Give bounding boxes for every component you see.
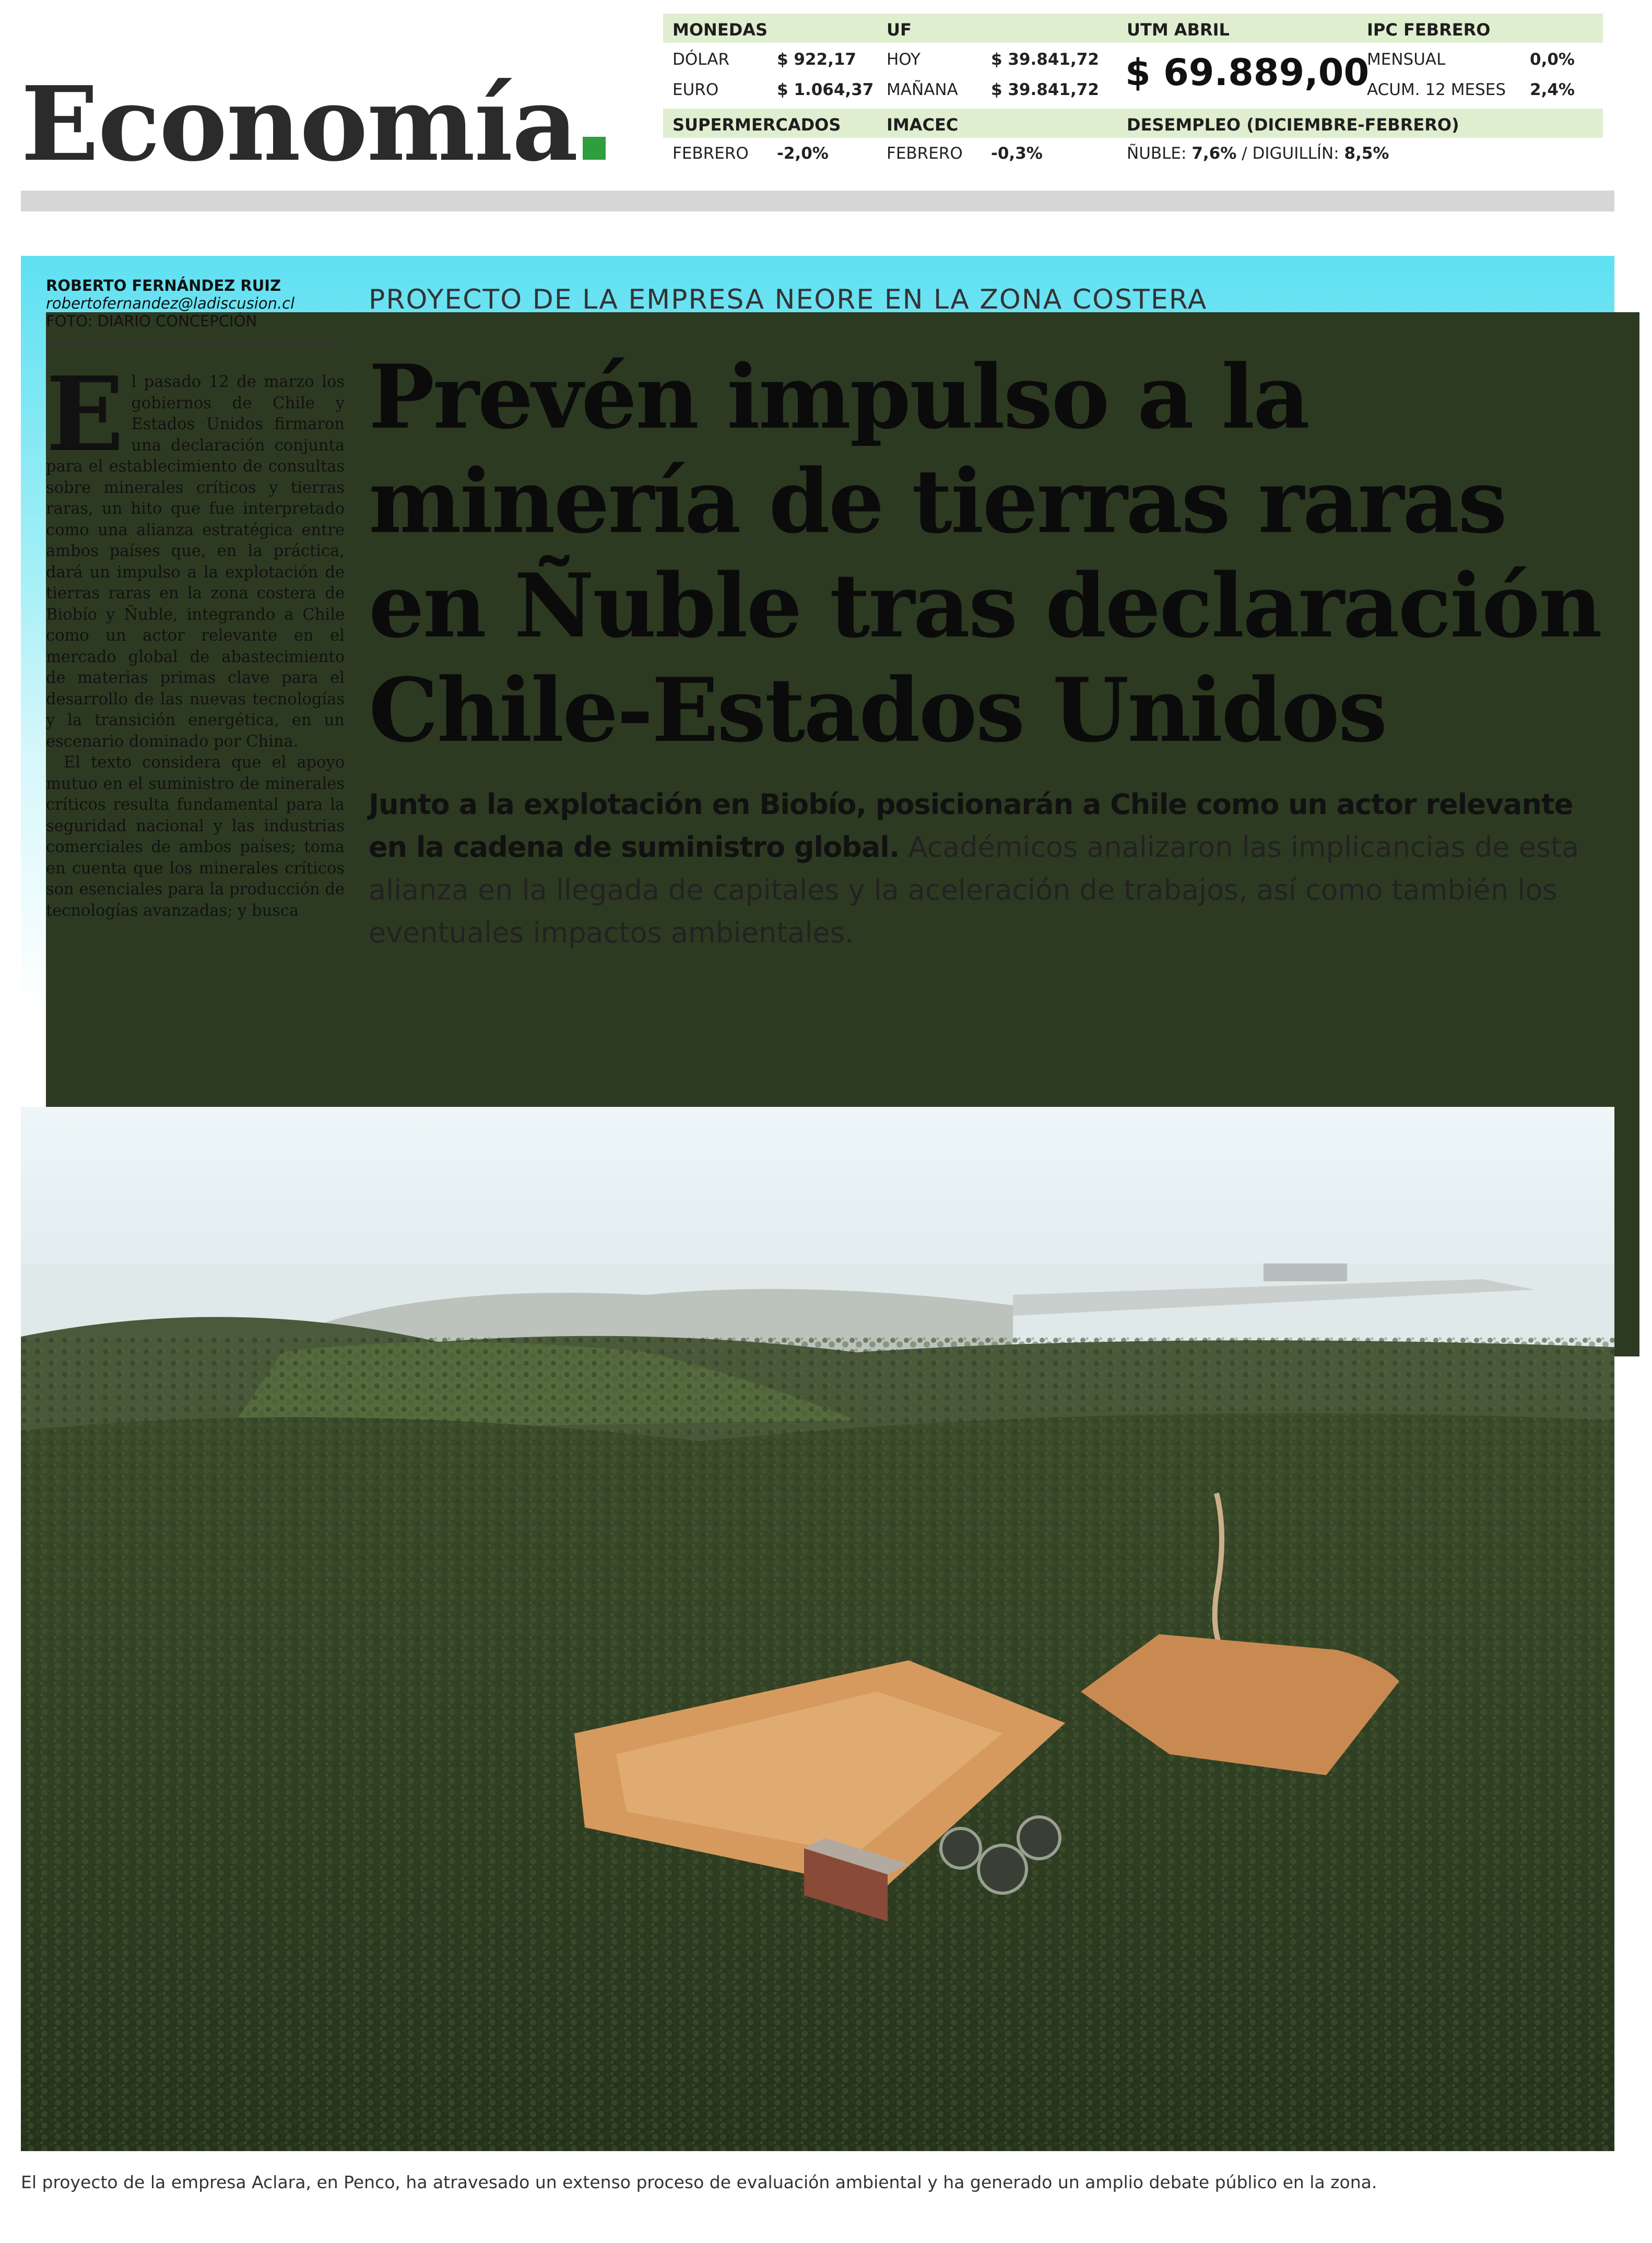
indicators-row-3 [663,144,1603,170]
aerial-photo [21,1107,1614,2151]
desempleo-line [1127,144,1389,163]
imacec-label: FEBRERO [887,144,963,163]
imacec-header: IMACEC [887,115,959,135]
ipc-acum-label: ACUM. 12 MESES [1367,80,1506,99]
desempleo-separator: / [1242,144,1247,163]
section-title [21,64,606,184]
drop-cap: E [46,355,124,475]
author-name: ROBERTO FERNÁNDEZ RUIZ [46,277,281,294]
dolar-label: DÓLAR [672,50,729,69]
desempleo-nuble-value: 7,6% [1191,144,1237,163]
desempleo-diguillin-value: 8,5% [1344,144,1389,163]
byline-divider [46,344,344,345]
dolar-value: $ 922,17 [777,50,856,69]
ipc-header: IPC FEBRERO [1367,20,1491,40]
body-paragraph-2: El texto considera que el apoyo mutuo en el suministro de minerales críticos resulta fundamental para la seguridad nacional y las industrias comerciales de ambos países; toma en cuenta que los minerales críticos son esenciales para la producción de tecnologías avanzadas; y busca [46,753,345,920]
desempleo-nuble-label: ÑUBLE: [1127,144,1187,163]
aerial-photo-illustration [21,1107,1614,2151]
section-title-text: Economía [21,64,577,184]
imacec-value: -0,3% [991,144,1043,163]
economic-indicators-panel [663,14,1603,170]
indicators-header-row-2 [663,109,1603,138]
dek-rest: Académicos analizaron las implicancias de esta alianza en la llegada de capitales y la aceleración de trabajos, así como también los eventuales impactos ambientales. [369,831,1579,949]
section-title-dot [583,137,606,160]
article-body [46,355,345,922]
dek [369,783,1580,954]
supermercados-header: SUPERMERCADOS [672,115,841,135]
uf-manana-label: MAÑANA [887,80,958,99]
ipc-mensual-value: 0,0% [1530,50,1575,69]
author-email: robertofernandez@ladiscusion.cl [46,294,295,312]
utm-value: $ 69.889,00 [1125,51,1370,94]
supermercados-value: -2,0% [777,144,829,163]
body-paragraph-1-text: l pasado 12 de marzo los gobiernos de Chile y Estados Unidos firmaron una declaración conjunta para el establecimiento de consultas sobre minerales críticos y tierras raras, un hito que fue interpretado como una alianza estratégica entre ambos países que, en la práctica, dará un impulso a la explotación de tierras raras en la zona costera de Biobío y Ñuble, integrando a Chile como un actor relevante en el mercado global de abastecimiento de materias primas clave para el desarrollo de las nuevas tecnologías y la transición energética, en un escenario dominado por China. [46,373,345,751]
uf-hoy-label: HOY [887,50,921,69]
headline-line-1: Prevén impulso a la [369,345,1309,448]
headline [369,345,1616,762]
utm-header: UTM ABRIL [1127,20,1230,40]
supermercados-label: FEBRERO [672,144,749,163]
ipc-acum-value: 2,4% [1530,80,1575,99]
euro-label: EURO [672,80,719,99]
dek-lead: Junto a la explotación en Biobío, posicionarán a Chile como un actor relevante en la cadena de suministro global. [369,788,1573,864]
monedas-header: MONEDAS [672,20,768,40]
kicker: PROYECTO DE LA EMPRESA NEORE EN LA ZONA COSTERA [369,284,1208,315]
euro-value: $ 1.064,37 [777,80,874,99]
body-paragraph-1 [46,355,345,752]
photo-caption: El proyecto de la empresa Aclara, en Penco, ha atravesado un extenso proceso de evaluación ambiental y ha generado un amplio debate público en la zona. [21,2172,1377,2192]
headline-line-2: minería de tierras raras [369,450,1506,553]
uf-manana-value: $ 39.841,72 [991,80,1099,99]
headline-line-4: Chile-Estados Unidos [369,658,1386,762]
indicators-header-row-1 [663,14,1603,43]
masthead-divider [21,191,1614,211]
uf-header: UF [887,20,912,40]
photo-credit: FOTO: DIARIO CONCEPCIÓN [46,312,1639,1356]
desempleo-header: DESEMPLEO (DICIEMBRE-FEBRERO) [1127,115,1459,135]
ipc-mensual-label: MENSUAL [1367,50,1446,69]
headline-line-3: en Ñuble tras declaración [369,554,1601,657]
uf-hoy-value: $ 39.841,72 [991,50,1099,69]
desempleo-diguillin-label: DIGUILLÍN: [1252,144,1339,163]
